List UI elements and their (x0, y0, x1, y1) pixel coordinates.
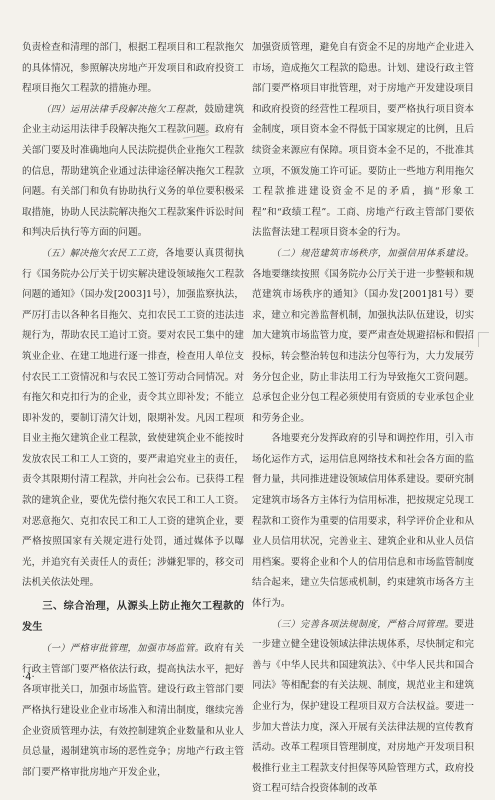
credit-system-paragraph: 各地要充分发挥政府的引导和调控作用，引入市场化运作方式，运用信息网络技术和社会各方面的监督力量，共同推进建设领域信用体系建设。要研究制定建筑市场各方主体行为信用标准，把按规定兑现工程款和工资作为重要的信用要求，科学评价企业和从业人员信用状况，完善业主、建筑企业和从业人员信用档案。要将企业和个人的信用信息和市场监管制度结合起来，建立失信惩戒机制，约束建筑市场各方主体行为。 (252, 433, 474, 610)
section-3-item-3 (252, 615, 474, 800)
right-column (252, 38, 474, 800)
section-item-5 (22, 244, 244, 594)
margin-mark (478, 332, 489, 347)
section-3-title: 三、综合治理，从源头上防止拖欠工程款的发生 (22, 600, 244, 633)
section-3-item-3-body: 要进一步建立健全建设领域法律法规体系，尽快制定和完善与《中华人民共和国建筑法》、《中华人民共和国合同法》等相配套的有关法规、制度，规范业主和建筑企业行为，保护建设工程项目双方合法权益。要进一步加大普法力度，深入开展有关法律法规的宣传教育活动。改革工程项目管理制度，对房地产开发项目积极推行业主工程款支付担保等风险管理方式，政府投资工程可结合投资体制的改革 (252, 618, 475, 795)
section-3-item-1 (22, 639, 244, 783)
right-paragraph-continued: 加强资质管理，避免自有资金不足的房地产企业进入市场，造成拖欠工程款的隐患。计划、建设行政主管部门要严格项目审批管理，对于房地产开发建设项目和政府投资的经营性工程项目，要严格执行项目资本金制度，项目资本金不得低于国家规定的比例，且后续资金来源应有保障。项目资本金不足的，不批准其立项，不颁发施工许可证。要防止一些地方利用拖欠工程款推进建设资金不足的矛盾，搞“形象工程”和“政绩工程”。工商、房地产行政主管部门要依法监督法建工程项目资本金的行为。 (252, 42, 474, 239)
section-3-item-3-heading: （三）完善各项法规制度，严格合同管理。 (271, 618, 455, 630)
page-number: ·4· (22, 672, 35, 683)
left-paragraph-continued: 负责检查和清理的部门，根据工程项目和工程款拖欠的具体情况，参照解决房地产开发项目和政府投资工程项目拖欠工程款的措施办理。 (22, 42, 244, 95)
section-item-4-heading: （四）运用法律手段解决拖欠工程款， (41, 103, 205, 115)
section-item-4 (22, 100, 244, 244)
section-3-item-2-body: 各地要继续按照《国务院办公厅关于进一步整顿和规范建筑市场秩序的通知》（国办发[2001]81号）要求，建立和完善监督机制，加强执法队伍建设，切实加大建筑市场监管力度，要严肃查处规避招标和假招投标，转会整治转包和违法分包等行为，大力发展劳务分包企业，防止非法用工行为导致拖欠工资问题。总承包企业分包工程必须使用有资质的专业承包企业和劳务企业。 (252, 268, 474, 424)
section-3-item-2-heading: （二）规范建筑市场秩序，加强信用体系建设。 (271, 247, 474, 259)
section-3-item-1-body: 政府有关行政主管部门要严格依法行政，提高执法水平，把好各项审批关口，加强市场监管。建设行政主管部门要严格执行建设业企业市场准入和清出制度，继续完善企业资质管理办法，有效控制建筑企业数量和从业人员总量，遏制建筑市场的恶性竞争；房地产行政主管部门要严格审批房地产开发企业， (22, 643, 244, 778)
section-item-4-body: 鼓励建筑企业主动运用法律手段解决拖欠工程款问题。政府有关部门要及时准确地向人民法院提供企业拖欠工程款的信息，帮助建筑企业通过法律途径解决拖欠工程款问题。有关部门和负有协助执行义务的单位要积极采取措施，协助人民法院解决拖欠工程款案件诉讼时间和判决后执行等方面的问题。 (22, 103, 244, 239)
left-column (22, 38, 244, 783)
section-3-item-2 (252, 244, 474, 429)
section-3-item-1-heading: （一）严格审批管理，加强市场监管。 (41, 643, 205, 655)
section-item-5-heading: （五）解决拖欠农民工工资， (41, 247, 165, 259)
section-item-5-body: 各地要认真贯彻执行《国务院办公厅关于切实解决建设领域拖欠工程款问题的通知》（国办发[2003]1号），加强监察执法，严厉打击以各种名目拖欠、克扣农民工工资的违法违规行为，帮助农民工追讨工资。要对农民工集中的建筑业企业、在建工地进行逐一排查，检查用人单位支付农民工工资情况和与农民工签订劳动合同情况。对有拖欠和克扣行为的企业，责令其立即补发；不能立即补发的，要制订清欠计划，限期补发。凡因工程项目业主拖欠建筑企业工程款，致使建筑企业不能按时发放农民工和工人工资的，要严肃追究业主的责任，责令其限期付清工程款，并向社会公布。已获得工程款的建筑企业，要优先偿付拖欠农民工和工人工资。对恶意拖欠、克扣农民工和工人工资的建筑企业，要严格按照国家有关规定进行处罚，通过媒体予以曝光，并追究有关责任人的责任；涉嫌犯罪的，移交司法机关依法处理。 (22, 247, 244, 589)
